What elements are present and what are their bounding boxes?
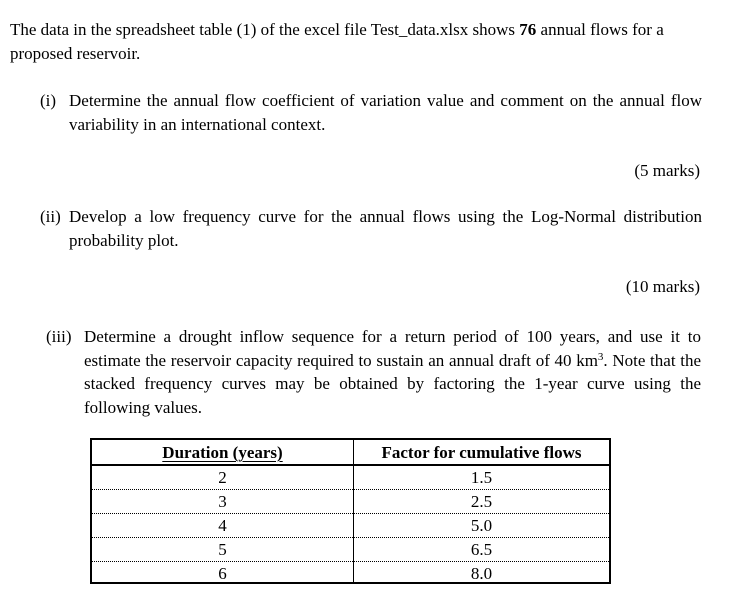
question-2-text: Develop a low frequency curve for the annual flows using the Log-Normal distribution probability plot. xyxy=(69,207,702,250)
question-3-text-before: Determine a drought inflow sequence for a return period of 100 years, and use it to estimate the reservoir capacity required to sustain an annual draft of 40 km xyxy=(84,327,701,370)
table-row xyxy=(92,489,609,514)
question-1-number: (i) xyxy=(40,91,57,110)
question-1-marks: (5 marks) xyxy=(634,161,700,180)
table-cell-duration: 5 xyxy=(218,540,227,559)
intro-text-after: annual flows for a proposed reservoir. xyxy=(10,20,664,63)
table-cell-duration: 4 xyxy=(218,516,227,535)
table-header-duration: Duration (years) xyxy=(162,443,283,462)
intro-text-before: The data in the spreadsheet table (1) of the excel file Test_data.xlsx shows xyxy=(10,20,520,39)
question-3-number: (iii) xyxy=(46,327,72,346)
question-2-marks: (10 marks) xyxy=(625,277,700,296)
factor-table xyxy=(90,438,611,584)
question-3 xyxy=(46,325,701,419)
table-cell-factor: 1.5 xyxy=(470,468,493,487)
question-2-number: (ii) xyxy=(40,207,61,226)
table-cell-duration: 2 xyxy=(218,468,227,487)
question-1-text: Determine the annual flow coefficient of variation value and comment on the annual flow variability in an international context. xyxy=(69,91,702,134)
table-header-row xyxy=(92,440,609,466)
table-cell-factor: 6.5 xyxy=(470,540,493,559)
table-cell-duration: 3 xyxy=(218,492,227,511)
table-row xyxy=(92,465,609,490)
intro-paragraph xyxy=(10,18,702,65)
question-3-superscript: 3 xyxy=(597,350,604,363)
question-2 xyxy=(40,205,702,252)
question-1 xyxy=(40,89,702,136)
table-cell-duration: 6 xyxy=(218,564,227,583)
question-3-text-after: . Note that the stacked frequency curves may be obtained by factoring the 1-year curve using the following values. xyxy=(84,350,701,417)
table-row xyxy=(92,513,609,538)
table-row xyxy=(92,561,609,585)
table-cell-factor: 2.5 xyxy=(470,492,493,511)
flow-count: 76 xyxy=(519,20,537,39)
question-3-text xyxy=(46,325,701,419)
table-row xyxy=(92,537,609,562)
table-header-factor: Factor for cumulative flows xyxy=(381,443,582,462)
table-cell-factor: 8.0 xyxy=(470,564,493,583)
table-cell-factor: 5.0 xyxy=(470,516,493,535)
